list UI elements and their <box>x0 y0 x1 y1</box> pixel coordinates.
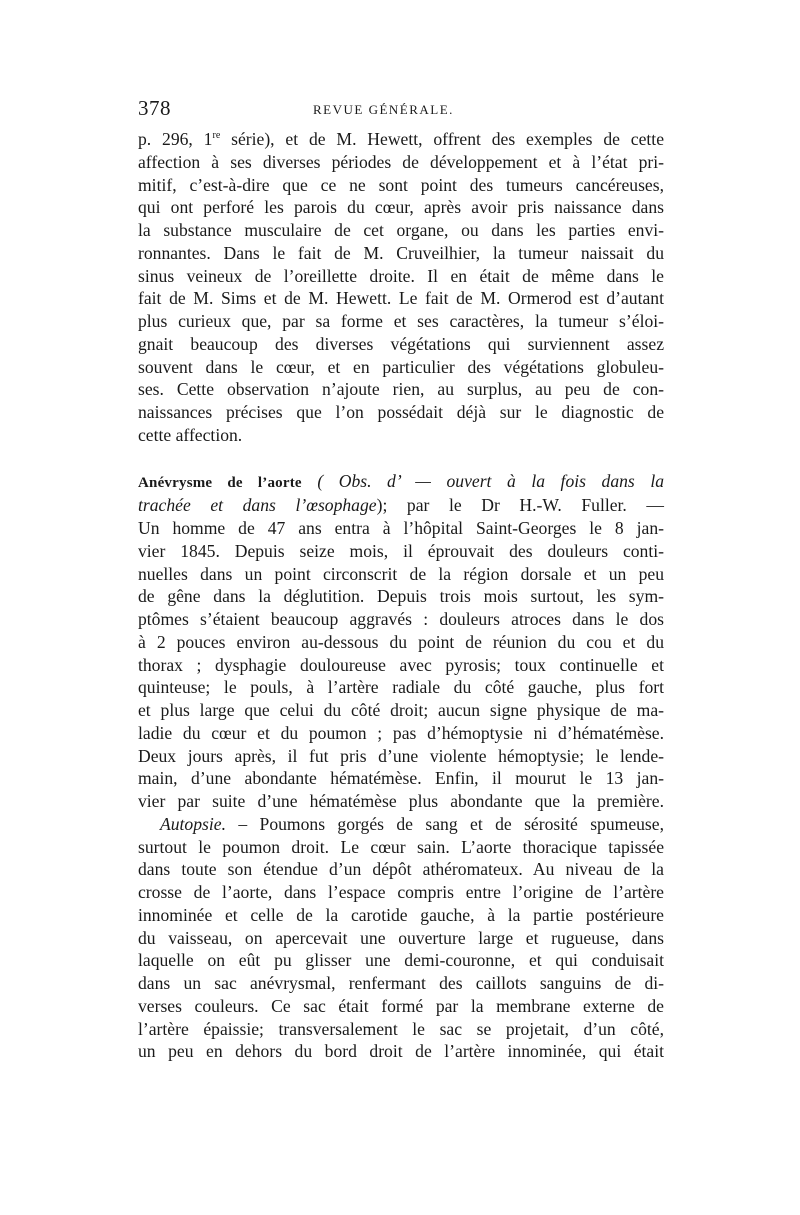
paragraph-aneurysm <box>138 470 664 1064</box>
running-head <box>138 96 664 126</box>
text-line: verses couleurs. Ce sac était formé par la membrane externe de <box>138 995 664 1016</box>
text-line: l’artère épaissie; transversalement le sac se projetait, d’un côté, <box>138 1018 664 1039</box>
autopsy-text: – Poumons gorgés de sang et de sérosité spumeuse, <box>225 813 664 834</box>
text-line: ses. Cette observation n’ajoute rien, au surplus, au peu de con- <box>138 379 664 400</box>
text-line: laquelle on eût pu glisser une demi-couronne, et qui conduisait <box>138 950 664 971</box>
text-line: ronnantes. Dans le fait de M. Cruveilhier, la tumeur naissait du <box>138 242 664 263</box>
text-line <box>138 494 664 517</box>
text-line: sinus veineux de l’oreillette droite. Il en était de même dans le <box>138 265 664 286</box>
text-line: nuelles dans un point circonscrit de la région dorsale et un peu <box>138 563 664 584</box>
text-line: innominée et celle de la carotide gauche, à la partie postérieure <box>138 904 664 925</box>
text-line: quinteuse; le pouls, à l’artère radiale du côté gauche, plus fort <box>138 677 664 698</box>
text-line <box>138 470 664 495</box>
author-credit: ); par le Dr H.-W. Fuller. — <box>376 495 665 516</box>
text-line: ptômes s’étaient beaucoup aggravés : douleurs atroces dans le dos <box>138 609 664 629</box>
text-line: à 2 pouces environ au-dessous du point de réunion du cou et du <box>138 631 664 652</box>
text-line-part: série), et de M. Hewett, offrent des exemples de cette <box>220 129 664 149</box>
text-line: vier 1845. Depuis seize mois, il éprouvait des douleurs conti- <box>138 540 664 561</box>
text-line: mitif, c’est-à-dire que ce ne sont point des tumeurs cancéreuses, <box>138 174 664 195</box>
text-line: naissances précises que l’on possédait déjà sur le diagnostic de <box>138 402 664 422</box>
autopsy-label: Autopsie. <box>160 813 226 834</box>
text-line: et plus large que celui du côté droit; aucun signe physique de ma- <box>138 700 664 720</box>
text-line <box>138 813 664 836</box>
text-line: de gêne dans la déglutition. Depuis trois mois surtout, les sym- <box>138 586 664 607</box>
text-line: surtout le poumon droit. Le cœur sain. L’aorte thoracique tapissée <box>138 836 664 857</box>
text-line: vier par suite d’une hématémèse plus abondante que la première. <box>138 791 664 811</box>
text-line: souvent dans le cœur, et en particulier des végétations globuleu- <box>138 356 664 377</box>
text-line: du vaisseau, on apercevait une ouverture large et rugueuse, dans <box>138 927 664 948</box>
text-line: dans toute son étendue d’un dépôt athéromateux. Au niveau de la <box>138 859 664 880</box>
text-line <box>138 128 664 151</box>
text-line: plus curieux que, par sa forme et ses caractères, la tumeur s’éloi- <box>138 311 664 331</box>
text-line: Deux jours après, il fut pris d’une violente hémoptysie; le lende- <box>138 745 664 766</box>
observation-title-cont: trachée et dans l’œsophage <box>138 495 377 516</box>
section-heading: Anévrysme de l’aorte <box>138 474 302 491</box>
text-line: gnait beaucoup des diverses végétations qui surviennent assez <box>138 333 664 354</box>
text-line: thorax ; dysphagie douloureuse avec pyrosis; toux continuelle et <box>138 654 664 675</box>
text-line: la substance musculaire de cet organe, ou dans les parties envi- <box>138 220 664 240</box>
text-line: cette affection. <box>138 424 243 445</box>
text-line: Un homme de 47 ans entra à l’hôpital Saint-Georges le 8 jan- <box>138 518 664 538</box>
text-line: crosse de l’aorte, dans l’espace compris entre l’origine de l’artère <box>138 882 664 902</box>
text-line-part: p. 296, 1 <box>138 129 213 149</box>
page <box>138 96 664 1063</box>
text-line: dans un sac anévrysmal, renfermant des caillots sanguins de di- <box>138 973 664 993</box>
running-title: REVUE GÉNÉRALE. <box>313 102 454 117</box>
observation-title: ( Obs. d’ — ouvert à la fois dans la <box>317 470 664 491</box>
page-number: 378 <box>138 96 171 120</box>
superscript-re: re <box>212 130 221 142</box>
text-line: affection à ses diverses périodes de développement et à l’état pri- <box>138 151 664 172</box>
text-line: main, d’une abondante hématémèse. Enfin, il mourut le 13 jan- <box>138 768 664 789</box>
text-line: ladie du cœur et du poumon ; pas d’hémoptysie ni d’hématémèse. <box>138 722 664 743</box>
paragraph-tumors <box>138 128 664 447</box>
text-line: un peu en dehors du bord droit de l’artère innominée, qui était <box>138 1041 664 1062</box>
text-line: qui ont perforé les parois du cœur, après avoir pris naissance dans <box>138 197 664 218</box>
text-line: fait de M. Sims et de M. Hewett. Le fait de M. Ormerod est d’autant <box>138 288 664 309</box>
